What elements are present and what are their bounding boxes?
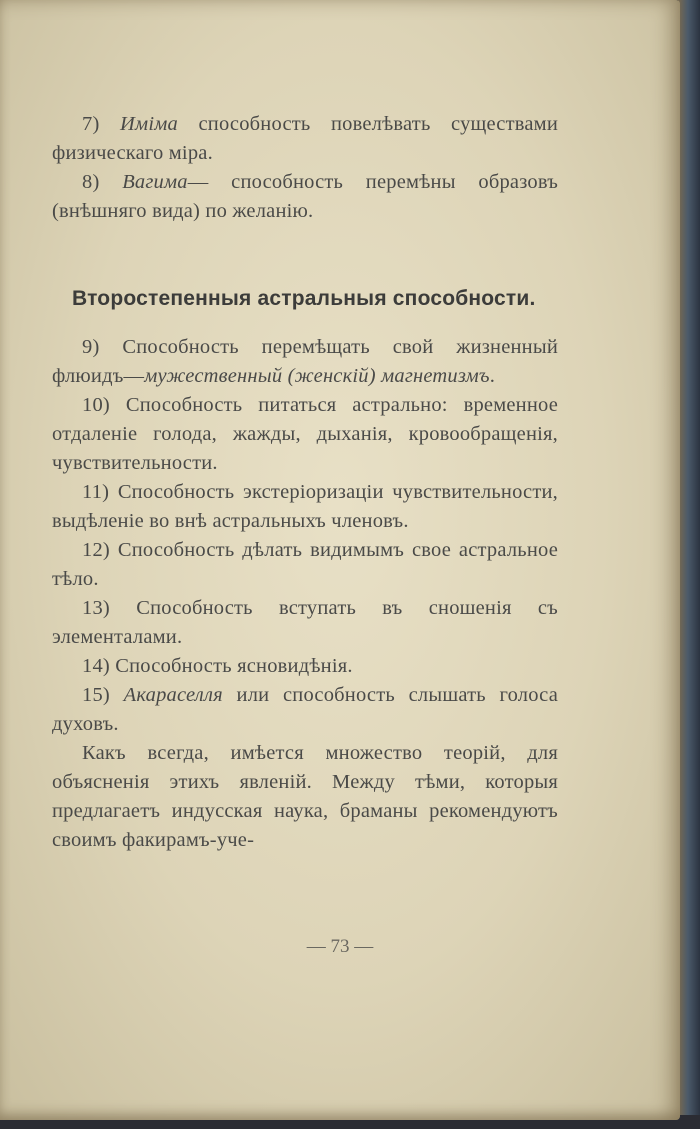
item-number: 10) — [82, 394, 110, 416]
list-item — [52, 333, 558, 391]
list-item — [52, 652, 558, 681]
book-cover-edge — [678, 0, 700, 1129]
list-item — [52, 110, 558, 168]
item-number: 7) — [82, 113, 100, 135]
list-item — [52, 681, 558, 739]
item-text: Способность дѣлать видимымъ свое астральное тѣло. — [52, 539, 559, 590]
item-number: 15) — [82, 684, 110, 706]
page-text-block — [52, 110, 558, 855]
item-italic: мужественный (женскій) магнетизмъ — [144, 365, 490, 387]
list-item — [52, 478, 558, 536]
item-term: Иміма — [120, 113, 178, 135]
item-text: способность повелѣвать существами физическаго міра. — [52, 113, 559, 164]
item-term: Вагима — [122, 171, 188, 193]
item-tail: или способность слышать голоса духовъ. — [52, 684, 559, 735]
item-number: 11) — [82, 481, 110, 503]
item-text: Способность вступать въ сношенія съ элементалами. — [52, 597, 558, 648]
item-text: Способность питаться астрально: временное отдаленіе голода, жажды, дыханія, кровообращенія, чувствительности. — [52, 394, 559, 474]
closing-paragraph: Какъ всегда, имѣется множество теорій, для объясненія этихъ явленій. Между тѣми, которыя предлагаетъ индусская наука, браманы рекомендуютъ своимъ факирамъ-уче- — [52, 742, 558, 851]
item-text: Способность ясновидѣнія. — [115, 655, 353, 677]
item-text: Способность экстеріоризаціи чувствительности, выдѣленіе во внѣ астральныхъ членовъ. — [52, 481, 559, 532]
item-number: 8) — [82, 171, 100, 193]
item-text: Способность перемѣщать свой жизненный флюидъ— — [52, 336, 558, 387]
list-item — [52, 536, 558, 594]
item-number: 14) — [82, 655, 110, 677]
item-number: 12) — [82, 539, 110, 561]
page-number: — 73 — — [306, 936, 374, 957]
item-text: — способность перемѣны образовъ (внѣшняго вида) по желанію. — [52, 171, 558, 222]
item-number: 9) — [82, 336, 100, 358]
section-heading: Второстепенныя астральныя способности. — [72, 287, 536, 310]
item-tail: . — [489, 365, 496, 387]
item-italic: Акараселля — [123, 684, 223, 706]
item-number: 13) — [82, 597, 110, 619]
list-item — [52, 391, 558, 478]
list-item — [52, 594, 558, 652]
list-item — [52, 168, 558, 226]
